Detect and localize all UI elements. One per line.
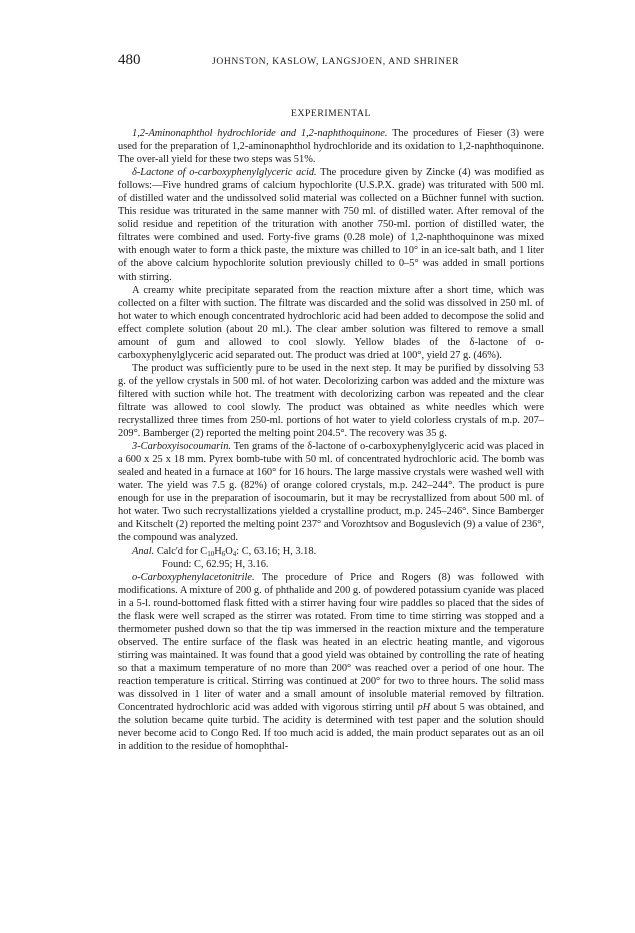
paragraph-precipitate (118, 284, 544, 362)
paragraph-title: o-Carboxyphenylacetonitrile. (132, 571, 255, 583)
formula-subscript: 6 (221, 549, 226, 558)
paragraph-lactone (118, 166, 544, 283)
paragraph-text: The procedure of Price and Rogers (8) was followed with modifications. A mixture of 200 g. of phthalide and 200 g. of powdered potassium cyanide was placed in a 5-l. round-bottomed flask fitted with a stirrer having four wire paddles so placed that the sides of the flask were well scraped as the stirrer was rotated. From time to time stirring was stopped and a thermometer pushed down so that the tip was immersed in the reaction mixture and the temperature observed. The entire surface of the flask was heated in an electric heating mantle, and vigorous stirring was maintained. It was found that a good yield was obtained by controlling the rate of heating so that a maximum temperature of no more than 200° was reached over a period of one hour. The reaction temperature is critical. Stirring was continued at 200° for two to three hours. The solid mass was dissolved in 1 liter of water and a small amount of insoluble material removed by filtration. Concentrated hydrochloric acid was added with vigorous stirring until (118, 571, 544, 714)
page-header (118, 52, 544, 69)
analysis-text: O (225, 545, 233, 557)
paragraph-text: The product was sufficiently pure to be used in the next step. It may be purified by dissolving 53 g. of the yellow crystals in 500 ml. of hot water. Decolorizing carbon was added and the mixture was filtered with suction while hot. The treatment with decolorizing carbon was repeated and the clear filtrate was allowed to cool slowly. The product was obtained as white needles which were recrystallized three times from 250-ml. portions of hot water to yield colorless crystals of m.p. 207–209°. Bamberger (2) reported the melting point 204.5°. The recovery was 35 g. (118, 362, 544, 440)
paragraph-purification (118, 362, 544, 440)
paragraph-text: about 5 was obtained, and the solution became quite turbid. The acidity is determined with test paper and the solution should never become acid to Congo Red. If too much acid is added, the main product separates out as an oil in addition to the residue of homophthal- (118, 702, 544, 753)
paragraph-title: δ-Lactone of o-carboxyphenylglyceric acid. (132, 167, 317, 179)
body-text (118, 127, 544, 753)
paragraph-text: The procedure given by Zincke (4) was modified as follows:—Five hundred grams of calcium hypochlorite (U.S.P.X. grade) was triturated with 500 ml. of distilled water and the undissolved solid material was collected on a Büchner funnel with suction. This residue was triturated in the same manner with 750 ml. of distilled water. After removal of the solid residue and repetition of the trituration with another 750-ml. portion of distilled water, the filtrates were combined and used. Forty-five grams (0.28 mole) of 1,2-naphthoquinone was mixed with enough water to form a thick paste, the mixture was chilled to 10° in an ice-salt bath, and 1 liter of the above calcium hypochlorite solution previously chilled to 0–5° was added in small portions with stirring. (118, 167, 544, 283)
analysis-text: Calc'd for C (154, 545, 208, 557)
paragraph-carboxyisocoumarin (118, 440, 544, 544)
formula-subscript: 10 (207, 549, 215, 558)
analysis-text: H (214, 545, 222, 557)
paragraph-title: 3-Carboxyisocoumarin. (132, 441, 231, 453)
analysis-found (118, 558, 544, 571)
paragraph-title: 1,2-Aminonaphthol hydrochloride and 1,2-naphthoquinone. (132, 128, 388, 139)
section-heading: EXPERIMENTAL (291, 108, 371, 119)
paragraph-aminonaphthol (118, 127, 544, 166)
analysis-calculated (118, 545, 544, 558)
analysis-label: Anal. (132, 545, 155, 557)
paragraph-nitrile (118, 571, 544, 754)
paragraph-text: A creamy white precipitate separated from the reaction mixture after a short time, which was collected on a filter with suction. The filtrate was discarded and the solid was dissolved in 250 ml. of hot water to which enough concentrated hydrochloric acid had been added to decompose the solid and effect complete solution (about 20 ml.). The clear amber solution was filtered to remove a small amount of gum and allowed to cool slowly. Yellow blades of the δ-lactone of o-carboxyphenylglyceric acid separated out. The product was dried at 100°, yield 27 g. (46%). (118, 284, 544, 361)
ph-symbol: pH (417, 702, 431, 714)
analysis-text: : C, 63.16; H, 3.18. (236, 545, 317, 557)
paragraph-text: Ten grams of the δ-lactone of o-carboxyphenylglyceric acid was placed in a 600 x 25 x 18 mm. Pyrex bomb-tube with 50 ml. of concentrated hydrochloric acid. The bomb was sealed and heated in a furnace at 160° for 16 hours. The large massive crystals were washed well with water. The yield was 7.5 g. (82%) of orange colored crystals, m.p. 242–244°. The product is pure enough for use in the preparation of isocoumarin, but it may be recrystallized from about 500 ml. of hot water. Two such recrystallizations yielded a crystalline product, m.p. 245–246°. Since Bamberger and Kitschelt (2) reported the melting point 237° and Vorozhtsov and Boguslevich (9) a value of 236°, the compound was analyzed. (118, 441, 544, 544)
paragraph-text: The procedures of Fieser (3) were used for the preparation of 1,2-aminonaphthol hydrochloride and its oxidation to 1,2-naphthoquinone. The over-all yield for these two steps was 51%. (118, 128, 544, 166)
analysis-text: Found: C, 62.95; H, 3.16. (162, 558, 269, 570)
formula-subscript: 4 (232, 549, 237, 558)
running-head: JOHNSTON, KASLOW, LANGSJOEN, AND SHRINER (212, 56, 460, 67)
page-number: 480 (118, 52, 141, 68)
